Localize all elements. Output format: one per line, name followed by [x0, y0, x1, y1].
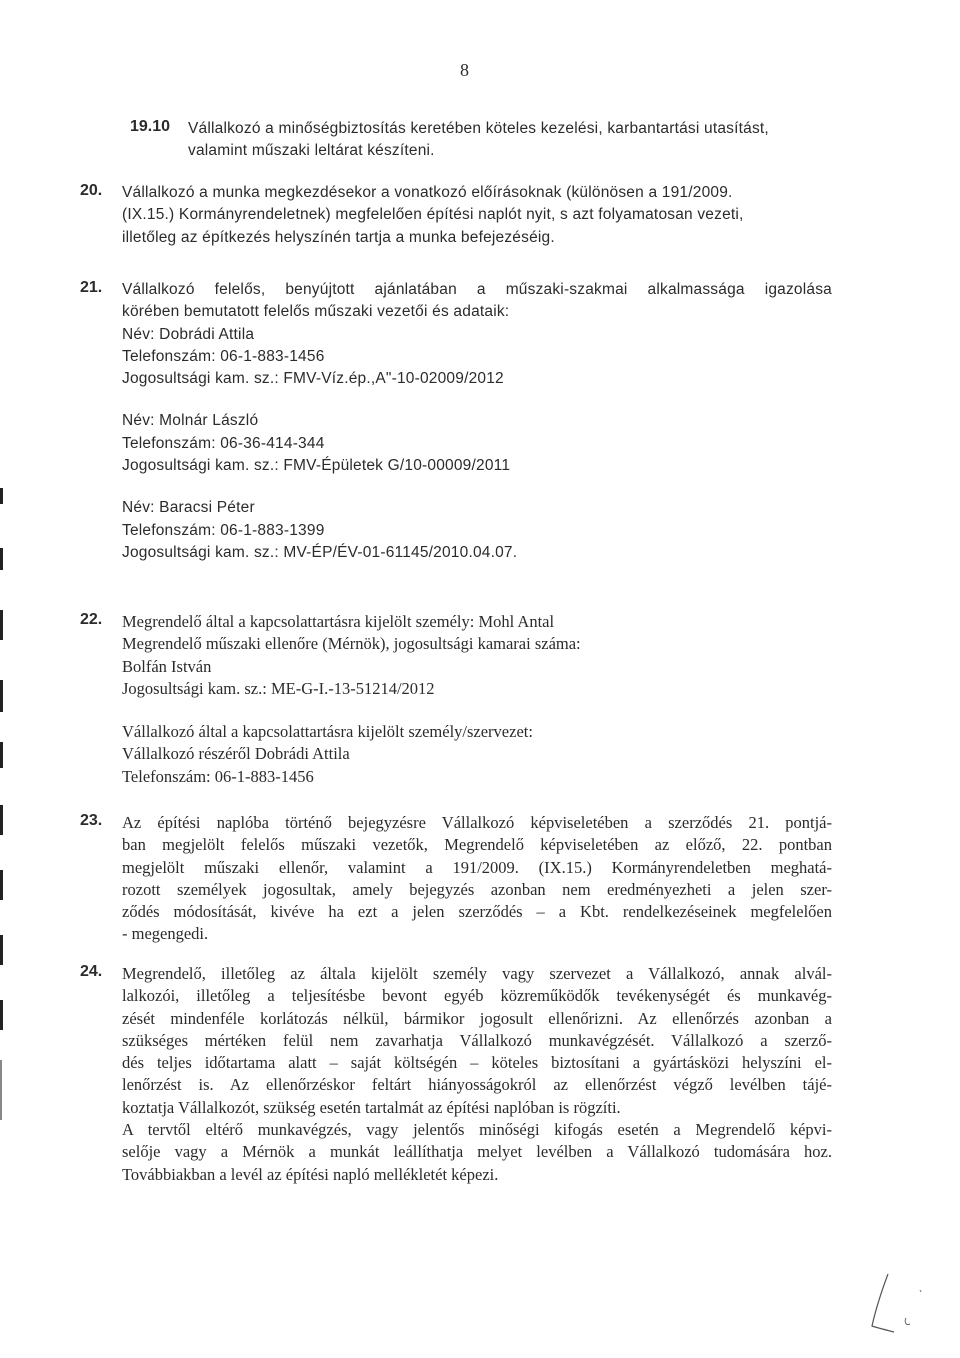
- scan-edge-mark: [0, 870, 3, 900]
- text-line: Továbbiakban a levél az építési napló mellékletét képezi.: [122, 1164, 499, 1184]
- person-license: Jogosultsági kam. sz.: MV-ÉP/ÉV-01-61145/2010.04.07.: [122, 543, 518, 561]
- person-block: [122, 324, 832, 391]
- text-line: körében bemutatott felelős műszaki vezetői és adataik:: [122, 303, 510, 321]
- section-number: 24.: [80, 963, 103, 980]
- section-body: [122, 812, 832, 946]
- section-number: 20.: [80, 182, 103, 199]
- text-line: Megrendelő, illetőleg az általa kijelölt személy vagy szervezet a Vállalkozó, annak alvál-: [122, 964, 832, 983]
- person-phone: Telefonszám: 06-36-414-344: [122, 434, 325, 452]
- text-line: - megengedi.: [122, 924, 209, 944]
- text-line: Telefonszám: 06-1-883-1456: [122, 766, 314, 786]
- section-body: [122, 611, 832, 788]
- signature-initials: [860, 1270, 940, 1340]
- text-line: szükséges mértéken felül nem zavarhatja Vállalkozó munkavégzését. Vállalkozó a szerző-: [122, 1030, 832, 1050]
- text-line: rozott személyek jogosultak, amely bejegyzés azonban nem eredményezheti a jelen szer-: [122, 879, 832, 899]
- person-name: Név: Baracsi Péter: [122, 499, 255, 517]
- section-number: 21.: [80, 279, 103, 296]
- text-line: Bolfán István: [122, 656, 212, 676]
- scan-edge-mark: [0, 488, 3, 504]
- scan-edge-mark: [0, 610, 3, 640]
- text-line: lalkozói, illetőleg a teljesítésbe bevont egyéb közreműködők tevékenységét és munkavég-: [122, 986, 832, 1006]
- text-line: illetőleg az építkezés helyszínén tartja a munka befejezéséig.: [122, 228, 555, 246]
- text-line: Vállalkozó a minőségbiztosítás keretében köteles kezelési, karbantartási utasítást,: [188, 120, 769, 137]
- text-line: zését mindenféle korlátozás nélkül, bármikor jogosult ellenőrizni. Az ellenőrzés azonban a: [122, 1008, 832, 1028]
- text-line: megjelölt műszaki ellenőr, valamint a 191/2009. (IX.15.) Kormányrendeletben meghatá-: [122, 857, 832, 877]
- text-line: Vállalkozó felelős, benyújtott ajánlatában a műszaki-szakmai alkalmassága igazolása: [122, 281, 832, 298]
- person-block: [122, 410, 832, 477]
- text-line: selője vagy a Mérnök a munkát leállíthatja melyet levélben a Vállalkozó tudomására hoz.: [122, 1142, 832, 1162]
- section-number: 22.: [80, 611, 103, 628]
- text-line: valamint műszaki leltárat készíteni.: [188, 142, 435, 160]
- text-line: ban megjelölt felelős műszaki vezetők, Megrendelő képviseletében az előző, 22. pontban: [122, 835, 832, 855]
- page-number: 8: [460, 60, 469, 80]
- scan-edge-mark: [0, 805, 3, 835]
- section-number: 23.: [80, 812, 103, 829]
- section-body: [122, 279, 832, 564]
- person-phone: Telefonszám: 06-1-883-1399: [122, 521, 325, 539]
- section-body: [188, 118, 808, 163]
- person-license: Jogosultsági kam. sz.: FMV-Épületek G/10-00009/2011: [122, 457, 511, 475]
- scan-edge-mark: [0, 1060, 2, 1120]
- text-line: ződés módosítását, kivéve ha ezt a jelen szerződés – a Kbt. rendelkezéseinek megfelelően: [122, 902, 832, 922]
- scan-edge-mark: [0, 1000, 3, 1030]
- person-license: Jogosultsági kam. sz.: FMV-Víz.ép.,A"-10-02009/2012: [122, 370, 504, 388]
- scan-edge-mark: [0, 548, 3, 570]
- text-line: koztatja Vállalkozót, szükség esetén tartalmát az építési naplóban is rögzíti.: [122, 1097, 621, 1117]
- text-line: Vállalkozó részéről Dobrádi Attila: [122, 744, 350, 764]
- person-name: Név: Molnár László: [122, 412, 259, 430]
- text-line: Vállalkozó által a kapcsolattartásra kijelölt személy/szervezet:: [122, 722, 533, 742]
- text-line: Vállalkozó a munka megkezdésekor a vonatkozó előírásoknak (különösen a 191/2009.: [122, 184, 733, 201]
- person-block: [122, 497, 832, 564]
- section-body: [122, 182, 832, 249]
- person-phone: Telefonszám: 06-1-883-1456: [122, 347, 325, 365]
- text-line: Az építési naplóba történő bejegyzésre Vállalkozó képviseletében a szerződés 21. pontjá-: [122, 813, 832, 832]
- scan-edge-mark: [0, 742, 3, 768]
- scan-edge-mark: [0, 680, 3, 712]
- section-body: [122, 963, 832, 1186]
- text-line: Megrendelő műszaki ellenőre (Mérnök), jogosultsági kamarai száma:: [122, 634, 581, 654]
- text-line: dés teljes időtartama alatt – saját költségén – köteles biztosítani a gyártásközi helyszíni el-: [122, 1053, 832, 1073]
- section-number: 19.10: [130, 118, 171, 135]
- text-line: Megrendelő által a kapcsolattartásra kijelölt személy: Mohl Antal: [122, 612, 555, 631]
- text-line: lenőrzést is. Az ellenőrzéskor feltárt hiányosságokról az ellenőrzést végző levélben tájé-: [122, 1075, 832, 1095]
- person-name: Név: Dobrádi Attila: [122, 325, 255, 343]
- scan-edge-mark: [0, 935, 3, 965]
- text-line: Jogosultsági kam. sz.: ME-G-I.-13-51214/2012: [122, 678, 435, 698]
- text-line: A tervtől eltérő munkavégzés, vagy jelentős minőségi kifogás esetén a Megrendelő képvi-: [122, 1120, 832, 1140]
- text-line: (IX.15.) Kormányrendeletnek) megfelelően építési naplót nyit, s azt folyamatosan vezeti,: [122, 206, 744, 224]
